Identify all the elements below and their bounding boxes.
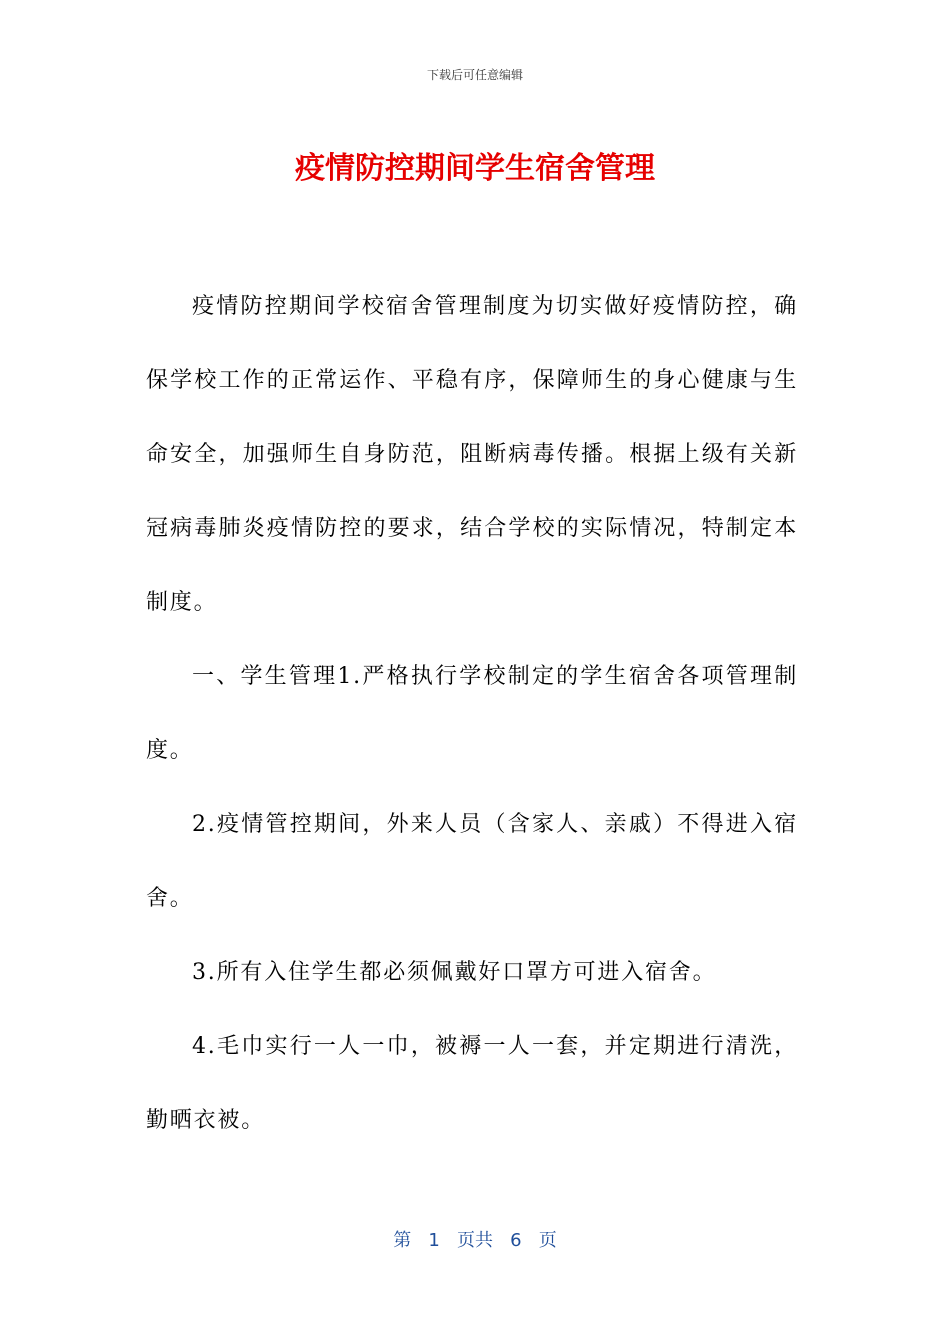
footer-middle: 页共: [457, 1230, 493, 1251]
footer-suffix: 页: [538, 1230, 557, 1251]
document-body: [146, 270, 798, 1158]
paragraph-item-1: 一、学生管理1.严格执行学校制定的学生宿舍各项管理制度。: [146, 664, 798, 763]
footer-current-page: 1: [428, 1230, 440, 1251]
paragraph-item-4: 4.毛巾实行一人一巾，被褥一人一套，并定期进行清洗，勤晒衣被。: [146, 1034, 798, 1133]
page-footer: [0, 1226, 950, 1252]
footer-total-pages: 6: [510, 1230, 522, 1251]
paragraph-intro: 疫情防控期间学校宿舍管理制度为切实做好疫情防控，确保学校工作的正常运作、平稳有序，保障师生的身心健康与生命安全，加强师生自身防范，阻断病毒传播。根据上级有关新冠病毒肺炎疫情防控的要求，结合学校的实际情况，特制定本制度。: [146, 294, 798, 615]
paragraph-item-2: 2.疫情管控期间，外来人员（含家人、亲戚）不得进入宿舍。: [146, 812, 798, 911]
header-note: 下载后可任意编辑: [426, 68, 523, 82]
paragraph-item-3: 3.所有入住学生都必须佩戴好口罩方可进入宿舍。: [192, 960, 717, 985]
footer-prefix: 第: [393, 1230, 412, 1251]
document-title: 疫情防控期间学生宿舍管理: [295, 151, 655, 186]
